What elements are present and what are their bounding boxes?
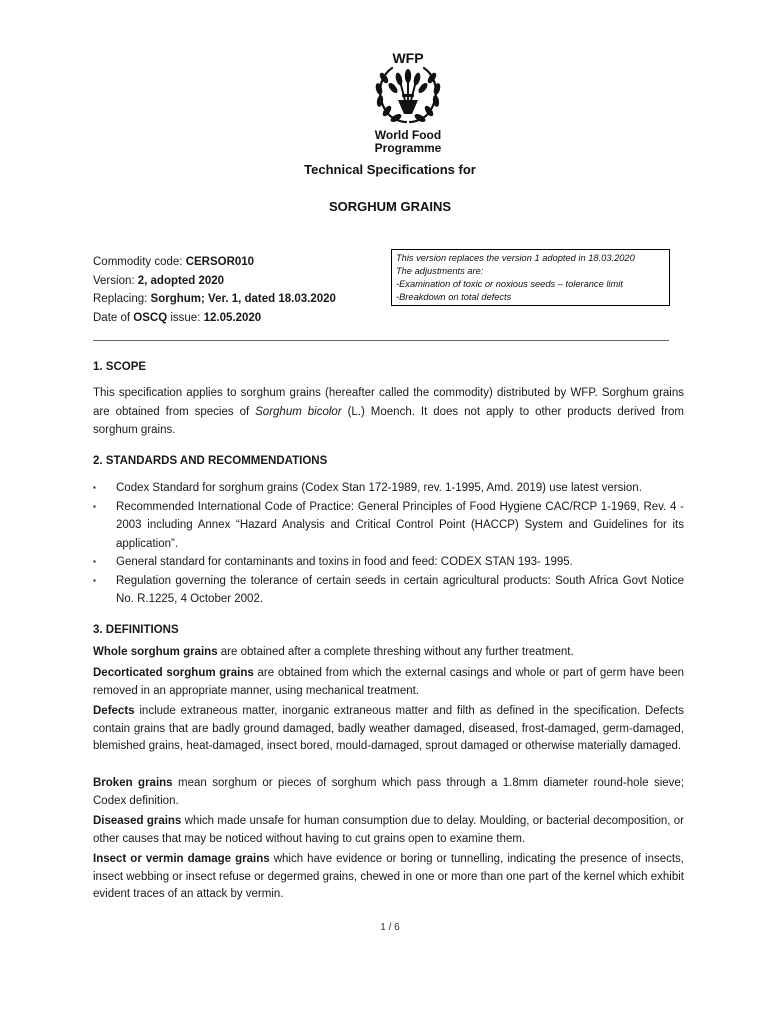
- definition-text: are obtained from which the external casings and whole or part of germ have been removed in an appropriate manner, using mechanical treatment.: [93, 667, 684, 697]
- definition-diseased-grains: [93, 813, 684, 848]
- page-number: 1 / 6: [380, 922, 400, 933]
- scope-species: Sorghum bicolor: [255, 405, 342, 418]
- version-line: [93, 272, 336, 291]
- definition-term: Insect or vermin damage grains: [93, 853, 270, 865]
- issue-date-label-prefix: Date of: [93, 311, 134, 324]
- org-name: [364, 129, 452, 155]
- document-subtitle: SORGHUM GRAINS: [328, 199, 452, 214]
- list-item-text: Regulation governing the tolerance of certain seeds in certain agricultural products: South Africa Govt Notice No. R.1225, 4 October 2002.: [116, 574, 684, 605]
- definition-term: Diseased grains: [93, 815, 182, 827]
- header-divider: [93, 340, 669, 341]
- definition-text: include extraneous matter, inorganic extraneous matter and filth as defined in the specification. Defects contain grains that are badly ground damaged, badly weather damaged, diseased, frost-damaged, germ-damaged, blemished grains, heat-damaged, insect bored, mould-damaged, sprout damaged or otherwise materially damaged.: [93, 705, 684, 752]
- list-item: [93, 553, 684, 572]
- definition-text: which have evidence or boring or tunnelling, indicating the presence of insects, insect webbing or insect refuse or degermed grains, chewed in one or more than one part of the kernel which exhibit evident traces of an attack by vermin.: [93, 853, 685, 900]
- wfp-emblem-icon: [368, 48, 448, 126]
- issue-date-label-suffix: issue:: [167, 311, 204, 324]
- note-line: The adjustments are:: [396, 266, 484, 276]
- list-item: [93, 572, 684, 609]
- definition-text: are obtained after a complete threshing without any further treatment.: [217, 646, 574, 658]
- section-heading-scope: 1. SCOPE: [93, 361, 147, 373]
- version-value: 2, adopted 2020: [137, 274, 225, 287]
- commodity-code-value: CERSOR010: [185, 256, 255, 268]
- definition-insect-damage: [93, 851, 684, 904]
- bullet-icon: ▪: [93, 501, 96, 511]
- standards-list: [93, 479, 684, 609]
- section-heading-definitions: 3. DEFINITIONS: [93, 624, 179, 636]
- definition-defects: [93, 703, 684, 756]
- document-metadata: [93, 253, 336, 327]
- issue-date-line: [93, 309, 336, 328]
- replacing-label: Replacing:: [93, 293, 151, 305]
- replacing-line: [93, 290, 336, 309]
- list-item-text: Codex Standard for sorghum grains (Codex Stan 172-1989, rev. 1-1995, Amd. 2019) use latest version.: [116, 482, 642, 494]
- issue-date-value: 12.05.2020: [203, 311, 262, 324]
- scope-text-b: (L.) Moench. It does not apply to other products derived from sorghum grains.: [93, 405, 684, 436]
- list-item: [93, 479, 684, 498]
- version-label: Version:: [93, 274, 138, 287]
- note-line: This version replaces the version 1 adopted in 18.03.2020: [396, 253, 635, 263]
- issue-date-label-bold: OSCQ: [133, 311, 168, 324]
- commodity-code-line: [93, 253, 336, 272]
- replacing-value: Sorghum; Ver. 1, dated 18.03.2020: [150, 293, 336, 305]
- definition-term: Whole sorghum grains: [93, 646, 218, 658]
- definition-broken-grains: [93, 775, 684, 810]
- list-item-text: General standard for contaminants and toxins in food and feed: CODEX STAN 193- 1995.: [116, 556, 573, 568]
- wfp-acronym: WFP: [392, 50, 424, 66]
- wfp-logo: [364, 48, 452, 155]
- note-line: -Examination of toxic or noxious seeds – tolerance limit: [396, 279, 623, 289]
- section-heading-standards: 2. STANDARDS AND RECOMMENDATIONS: [93, 455, 328, 467]
- version-note-box: [391, 249, 670, 306]
- definition-whole-grains: [93, 644, 684, 662]
- bullet-icon: ▪: [93, 483, 96, 492]
- org-name-line1: World Food: [374, 128, 442, 142]
- definition-term: Broken grains: [93, 777, 173, 789]
- definition-text: which made unsafe for human consumption due to delay. Moulding, or bacterial decomposition, or other causes that may be noticed without having to cut grains open to examine them.: [93, 815, 684, 845]
- scope-paragraph: [93, 384, 684, 440]
- org-name-line2: Programme: [374, 141, 442, 155]
- commodity-code-label: Commodity code:: [93, 256, 186, 268]
- bullet-icon: ▪: [93, 575, 96, 585]
- list-item-text: Recommended International Code of Practice: General Principles of Food Hygiene CAC/RCP 1-1969, Rev. 4 - 2003 including Annex “Hazard Analysis and Critical Control Point (HACCP) System and Guidelines for its application”.: [116, 500, 684, 550]
- scope-text-a: This specification applies to sorghum grains (hereafter called the commodity) distributed by WFP. Sorghum grains are obtained from species of: [93, 387, 684, 418]
- document-title: Technical Specifications for: [304, 162, 476, 177]
- definition-decorticated-grains: [93, 665, 684, 700]
- bullet-icon: ▪: [93, 557, 96, 566]
- definition-term: Decorticated sorghum grains: [93, 667, 254, 679]
- note-line: -Breakdown on total defects: [396, 292, 512, 302]
- definition-term: Defects: [93, 705, 135, 717]
- list-item: [93, 498, 684, 554]
- definition-text: mean sorghum or pieces of sorghum which pass through a 1.8mm diameter round-hole sieve; Codex definition.: [93, 777, 685, 807]
